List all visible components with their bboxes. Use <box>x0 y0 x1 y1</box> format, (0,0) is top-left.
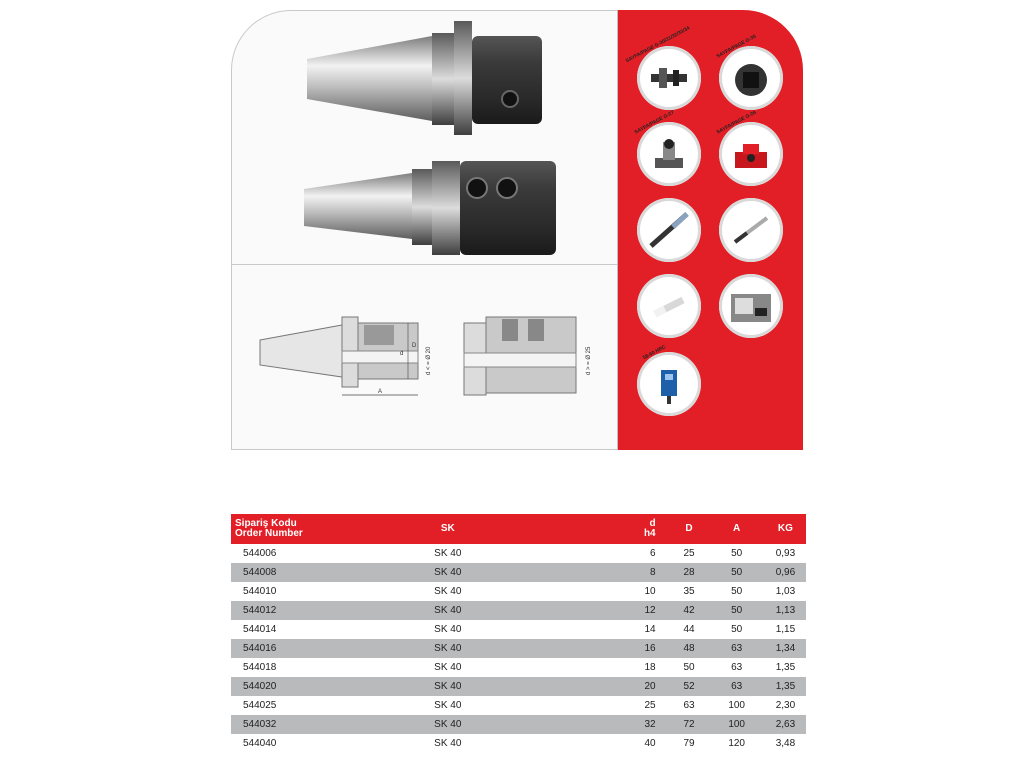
table-row: 544006 SK 40 6 25 50 0,93 <box>231 544 806 563</box>
table-row: 544010 SK 40 10 35 50 1,03 <box>231 582 806 601</box>
accessory-caption: SAYFA/PAGE G-35 <box>715 33 758 60</box>
table-row: 544012 SK 40 12 42 50 1,13 <box>231 601 806 620</box>
dim-D: D <box>412 343 417 349</box>
table-header-row <box>231 514 806 544</box>
end-mill-icon[interactable] <box>637 198 701 262</box>
pull-stud-icon[interactable] <box>624 25 701 110</box>
technical-diagram-area <box>231 264 617 450</box>
dim-d: d <box>400 351 404 357</box>
right-diameter-label: d > = Ø 25 <box>586 346 592 375</box>
accessory-caption: SAYFA/PAGE G-26 <box>715 109 758 136</box>
hardness-tester-icon[interactable] <box>637 344 701 416</box>
accessory-caption: SAYFA/PAGE G-30/31/32/33/34 <box>624 25 691 65</box>
product-photo-area <box>231 10 617 264</box>
panel-divider <box>617 10 618 450</box>
table-row: 544016 SK 40 16 48 63 1,34 <box>231 639 806 658</box>
table-row: 544020 SK 40 20 52 63 1,35 <box>231 677 806 696</box>
table-row: 544018 SK 40 18 50 63 1,35 <box>231 658 806 677</box>
table-row: 544008 SK 40 8 28 50 0,96 <box>231 563 806 582</box>
tool-fixture-icon[interactable] <box>633 109 701 186</box>
drawing-small-shank <box>260 317 432 395</box>
red-fixture-icon[interactable] <box>715 109 783 186</box>
table-row: 544032 SK 40 32 72 100 2,63 <box>231 715 806 734</box>
reamer-icon[interactable] <box>637 274 701 338</box>
accessory-caption: 58-60 HRC <box>641 344 667 362</box>
header-kg: KG <box>777 523 793 534</box>
header-A: A <box>733 523 741 534</box>
tool-holder-bottom <box>304 161 556 255</box>
drill-icon[interactable] <box>719 198 783 262</box>
table-row: 544040 SK 40 40 79 120 3,48 <box>231 734 806 753</box>
left-diameter-label: d < = Ø 20 <box>426 346 432 375</box>
tool-holder-photos <box>232 11 618 265</box>
header-sk: SK <box>440 523 455 534</box>
accessories-panel <box>617 10 803 450</box>
header-order-number: Sipariş Kodu Order Number <box>235 518 303 539</box>
product-table <box>231 514 806 753</box>
accessory-caption: SAYFA/PAGE G-27 <box>633 109 676 136</box>
technical-drawing <box>232 265 618 451</box>
header-d: d h4 <box>643 518 656 539</box>
machine-icon[interactable] <box>719 274 783 338</box>
header-D: D <box>685 523 693 534</box>
dim-A: A <box>378 389 383 395</box>
drawing-large-shank <box>464 317 592 395</box>
table-row: 544014 SK 40 14 44 50 1,15 <box>231 620 806 639</box>
table-row: 544025 SK 40 25 63 100 2,30 <box>231 696 806 715</box>
collet-nut-icon[interactable] <box>715 33 783 110</box>
product-panel <box>231 10 803 450</box>
tool-holder-top <box>307 21 542 135</box>
